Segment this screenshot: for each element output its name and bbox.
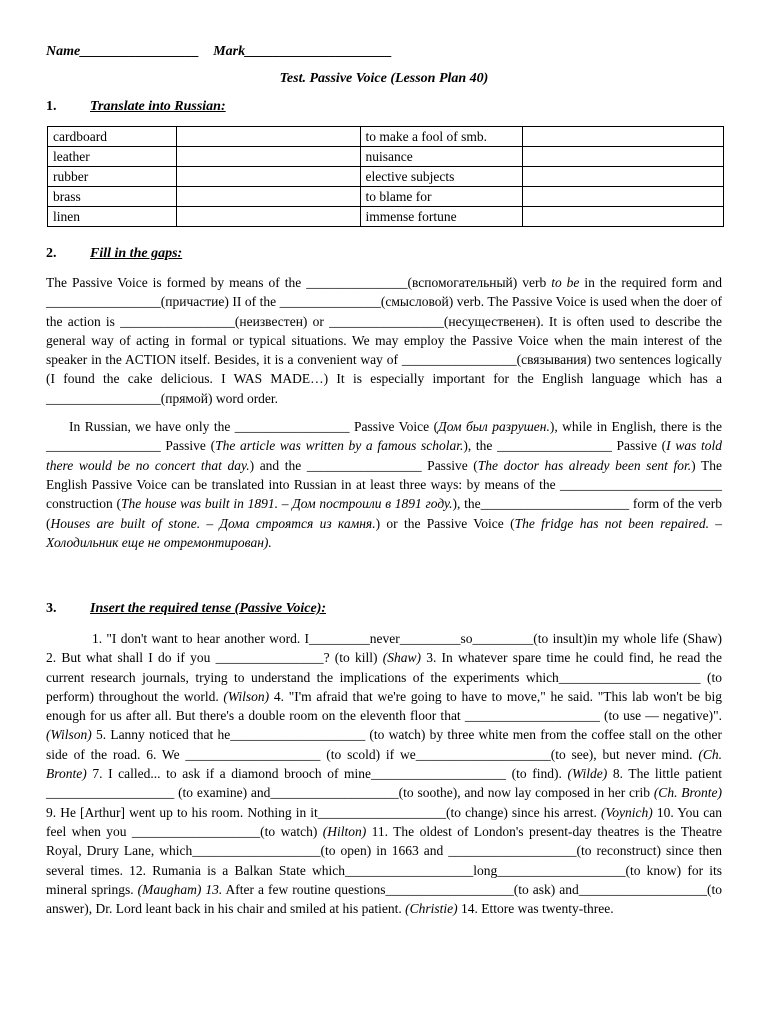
passive-voice-text <box>46 273 722 552</box>
text-run: ) and the _________________ Passive ( <box>249 457 478 473</box>
text-run-italic: (Ch. Bronte) <box>653 785 722 801</box>
text-run-italic: The article was written by a famous scholar. <box>215 438 464 454</box>
english-word: leather <box>48 147 177 167</box>
text-run: 7. I called... to ask if a diamond brooch of mine____________________ (to find). <box>86 766 568 782</box>
header-fields <box>46 44 392 60</box>
text-run-italic: Houses are built of stone. – Дома строятся из камня. <box>50 515 376 531</box>
translation-cell[interactable] <box>176 147 360 167</box>
exercise-text <box>46 629 722 918</box>
translation-cell[interactable] <box>523 127 724 147</box>
text-run: 11. The oldest of London's present-day theatres is the Theatre Royal, Drury Lane, which___________________(to open) in 1663 and ___________________(to reconstruct) since then several times. 12. Rumania is a Balkan State which___________________long___________________(to know) for its mineral springs. <box>46 823 722 897</box>
text-run-italic: (Hilton) <box>322 823 367 839</box>
translation-cell[interactable] <box>523 207 724 227</box>
english-word: cardboard <box>48 127 177 147</box>
table-row <box>48 147 724 167</box>
text-run: in the required form and _________________(причастие) II of the _______________(смысловой) verb. The Passive Voice is used when the doer of the action is _________________(неизвестен) or _________________(несущественен). It is often used to describe the general way of acting in formal or typical situations. We may employ the Passive Voice when the main interest of the speaker in the ACTION itself. Besides, it is a convenient way of _________________(связывания) two sentences logically (I found the cake delicious. I WAS MADE…) It is especially important for the English language which has a _________________(прямой) word order. <box>46 275 723 406</box>
text-run-italic: (Maugham) 13. <box>137 881 223 897</box>
text-run: ) or the Passive Voice ( <box>375 515 515 531</box>
text-run-italic: (Ch. Bronte) <box>46 746 722 782</box>
text-run: In Russian, we have only the _________________ Passive Voice ( <box>69 419 439 435</box>
translation-cell[interactable] <box>176 187 360 207</box>
section-2-heading <box>46 246 182 262</box>
text-run-italic: to be <box>551 275 580 290</box>
table-row <box>48 127 724 147</box>
section-3-heading <box>46 601 326 617</box>
section-1-heading <box>46 99 226 115</box>
text-run: 9. He [Arthur] went up to his room. Nothing in it___________________(to change) since his arrest. <box>46 804 601 820</box>
english-phrase: to blame for <box>360 187 523 207</box>
paragraph-russian <box>46 417 722 552</box>
text-run: 8. The little patient ___________________ (to examine) and___________________(to soothe), and now lay composed in her crib <box>46 766 722 801</box>
text-run-italic: (Shaw) <box>382 650 421 666</box>
text-run: 14. Ettore was twenty-three. <box>457 901 614 917</box>
text-run-italic: (Voynich) <box>601 804 653 820</box>
translation-cell[interactable] <box>523 167 724 187</box>
english-word: brass <box>48 187 177 207</box>
vocabulary-table <box>47 126 724 227</box>
table-row <box>48 207 724 227</box>
text-run: 1. "I don't want to hear another word. I_________never_________so_________(to insult)in my whole life (Shaw) 2. But what shall I do if you ________________? (to kill) <box>46 631 722 666</box>
text-run-italic: The fridge has not been repaired. – Холодильник еще не отремонтирован). <box>46 515 723 550</box>
text-run: ) The English Passive Voice can be translated into Russian in at least three ways: by means of the ________________________ construction ( <box>46 457 722 512</box>
text-run: The Passive Voice is formed by means of the _______________(вспомогательный) verb <box>46 275 552 290</box>
paragraph-formation <box>46 273 722 408</box>
text-run-italic: (Wilson) <box>223 688 270 704</box>
text-run: ), the______________________ form of the verb ( <box>46 496 722 531</box>
text-run-italic: (Wilde) <box>567 766 608 782</box>
section-number: 3. <box>46 601 57 616</box>
english-phrase: immense fortune <box>360 207 523 227</box>
text-run: 4. "I'm afraid that we're going to have to move," he said. "This lab won't be big enough for us after all. But there's a double room on the eleventh floor that ____________________ (to use — negative)". <box>46 688 722 724</box>
table-row <box>48 167 724 187</box>
text-run: ), the _________________ Passive ( <box>463 438 667 454</box>
translation-cell[interactable] <box>523 187 724 207</box>
mark-field: Mark_____________________ <box>213 44 393 59</box>
text-run-italic: (Christie) <box>405 901 458 917</box>
section-number: 2. <box>46 246 57 261</box>
text-run-italic: The house was built in 1891. – Дом построили в 1891 году. <box>120 496 453 512</box>
text-run-italic: (Wilson) <box>46 727 92 743</box>
translation-cell[interactable] <box>176 207 360 227</box>
section-title: Translate into Russian: <box>90 99 226 114</box>
text-run: ), while in English, there is the _________________ Passive ( <box>46 419 723 454</box>
english-word: rubber <box>48 167 177 187</box>
translation-cell[interactable] <box>523 147 724 167</box>
english-word: linen <box>48 207 177 227</box>
text-run: 10. You can feel when you ___________________(to watch) <box>46 804 722 839</box>
english-phrase: nuisance <box>360 147 523 167</box>
translation-cell[interactable] <box>176 127 360 147</box>
text-run: After a few routine questions___________________(to ask) and___________________(to answer), Dr. Lord leant back in his chair and smiled at his patient. <box>46 881 722 917</box>
text-run-italic: I was told there would be no concert that day. <box>46 438 723 473</box>
english-phrase: to make a fool of smb. <box>360 127 523 147</box>
text-run: 5. Lanny noticed that he____________________ (to watch) by three white men from the coffee stall on the other side of the road. 6. We ____________________ (to scold) if we____________________(to see), but never mind. <box>46 727 722 762</box>
section-number: 1. <box>46 99 57 114</box>
text-run-italic: Дом был разрушен. <box>438 419 550 435</box>
translation-cell[interactable] <box>176 167 360 187</box>
section-title: Fill in the gaps: <box>90 246 183 261</box>
name-field: Name_________________ <box>46 44 200 59</box>
page-title: Test. Passive Voice (Lesson Plan 40) <box>279 71 489 86</box>
paragraph-exercise <box>46 629 722 918</box>
text-run: 3. In whatever spare time he could find, he read the current research journals, trying to understand the implications of the experiments which_____________________ (to perform) throughout the world. <box>46 650 722 704</box>
text-run-italic: The doctor has already been sent for. <box>477 457 692 473</box>
table-row <box>48 187 724 207</box>
english-phrase: elective subjects <box>360 167 523 187</box>
section-title: Insert the required tense (Passive Voice): <box>90 601 327 616</box>
